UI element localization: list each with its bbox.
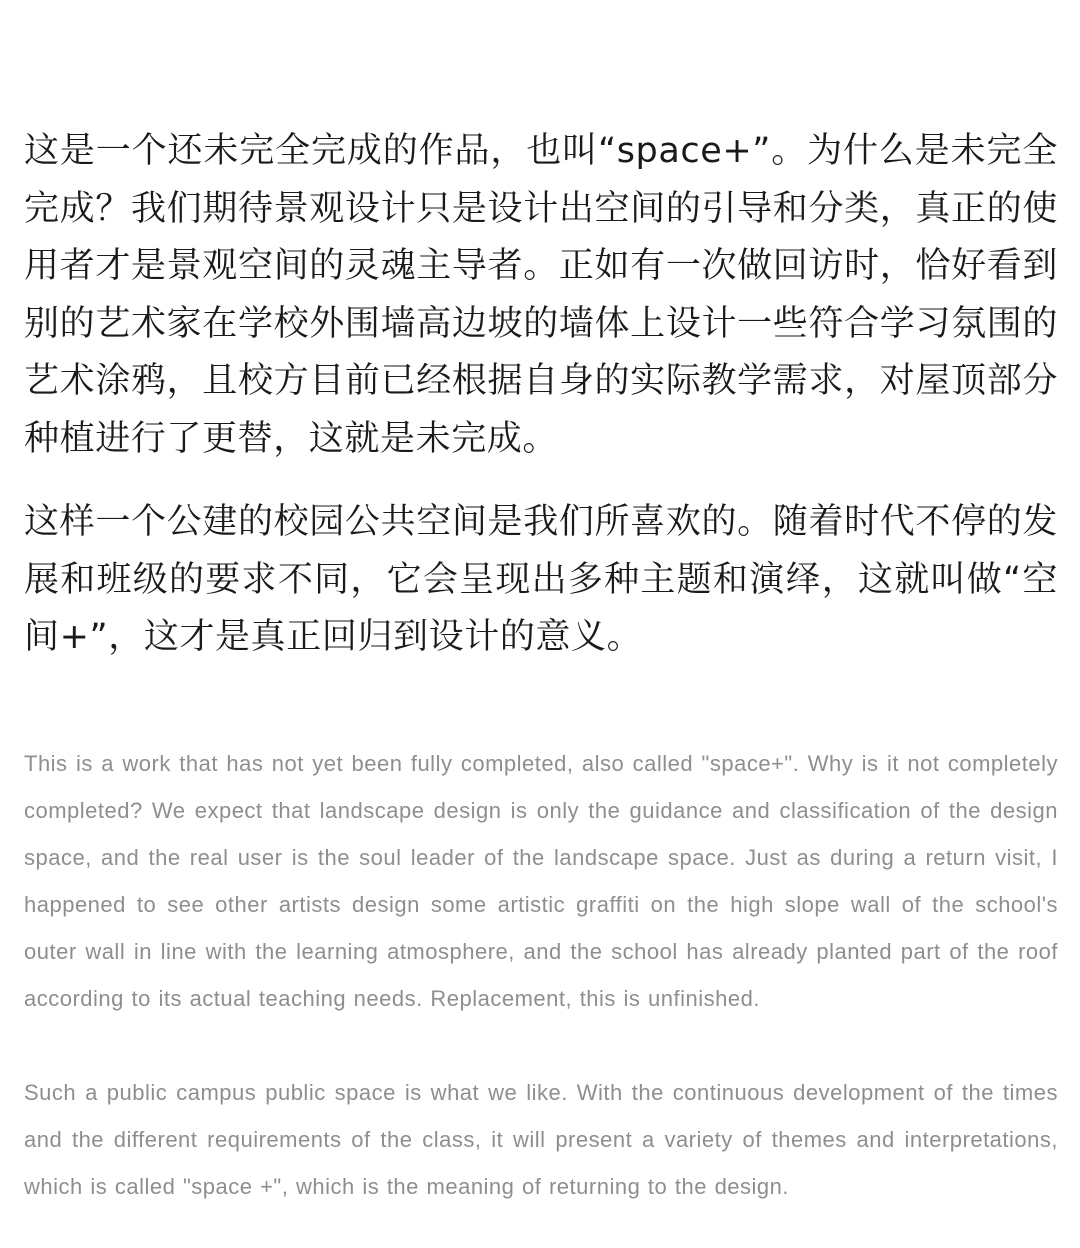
chinese-paragraph-1: 这是一个还未完全完成的作品，也叫“space+”。为什么是未完全完成？我们期待景观设计只是设计出空间的引导和分类，真正的使用者才是景观空间的灵魂主导者。正如有一次做回访时，恰好看到别的艺术家在学校外围墙高边坡的墙体上设计一些符合学习氛围的艺术涂鸦，且校方目前已经根据自身的实际教学需求，对屋顶部分种植进行了更替，这就是未完成。 <box>24 131 1058 459</box>
english-paragraph-1: This is a work that has not yet been fully completed, also called "space+". Why is it not completely completed? We expect that landscape design is only the guidance and classification of the design space, and the real user is the soul leader of the landscape space. Just as during a return visit, I happened to see other artists design some artistic graffiti on the high slope wall of the school's outer wall in line with the learning atmosphere, and the school has already planted part of the roof according to its actual teaching needs. Replacement, this is unfinished. <box>24 751 1058 1011</box>
chinese-paragraph-2: 这样一个公建的校园公共空间是我们所喜欢的。随着时代不停的发展和班级的要求不同，它会呈现出多种主题和演绎，这就叫做“空间+”，这才是真正回归到设计的意义。 <box>24 502 1058 657</box>
english-paragraph-2: Such a public campus public space is what we like. With the continuous development of the times and the different requirements of the class, it will present a variety of themes and interpretations, which is called "space +", which is the meaning of returning to the design. <box>24 1080 1058 1199</box>
